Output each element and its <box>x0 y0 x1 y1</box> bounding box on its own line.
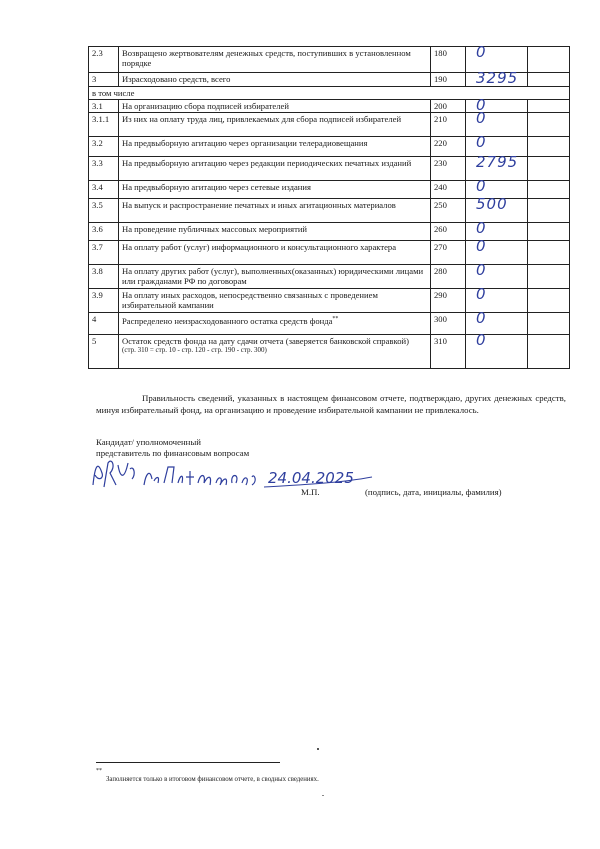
table-row <box>89 100 570 113</box>
empty-cell <box>528 157 570 181</box>
row-code: 200 <box>431 100 466 113</box>
row-value: 500 <box>476 195 508 213</box>
row-value-cell <box>466 153 528 181</box>
empty-cell <box>528 335 570 369</box>
row-number: 3.3 <box>89 157 119 181</box>
row-number: 3.1.1 <box>89 113 119 137</box>
row-value: 0 <box>476 219 487 237</box>
row-name: Возвращено жертвователям денежных средств, поступивших в установленном порядке <box>119 47 431 73</box>
table-row <box>89 241 570 265</box>
row-number: 4 <box>89 313 119 335</box>
row-code: 300 <box>431 313 466 335</box>
row-name: Из них на оплату труда лиц, привлекаемых для сбора подписей избирателей <box>119 113 431 137</box>
empty-cell <box>528 241 570 265</box>
table-row <box>89 157 570 181</box>
footnote-divider <box>96 762 280 763</box>
row-number: 3.5 <box>89 199 119 223</box>
row-number: 3 <box>89 73 119 87</box>
row-name: На проведение публичных массовых мероприятий <box>119 223 431 241</box>
row-number: 5 <box>89 335 119 369</box>
empty-cell <box>528 73 570 87</box>
row-code: 250 <box>431 199 466 223</box>
row-value-cell <box>466 195 528 223</box>
row-value-cell <box>466 237 528 265</box>
empty-cell <box>528 199 570 223</box>
table-row <box>89 223 570 241</box>
row-value: 0 <box>476 237 487 255</box>
scan-speck <box>322 795 324 796</box>
empty-cell <box>528 137 570 157</box>
row-value: 0 <box>476 331 487 349</box>
footnote-reference: ** <box>332 316 339 322</box>
row-code: 280 <box>431 265 466 289</box>
seal-placeholder: М.П. <box>301 487 320 497</box>
row-code: 190 <box>431 73 466 87</box>
footnote-text: Заполняется только в итоговом финансовом отчете, в сводных сведениях. <box>106 776 319 783</box>
empty-cell <box>528 313 570 335</box>
row-value-cell <box>466 309 528 335</box>
empty-cell <box>528 265 570 289</box>
empty-cell <box>528 113 570 137</box>
row-code: 270 <box>431 241 466 265</box>
row-number: 3.6 <box>89 223 119 241</box>
finance-report-table <box>88 43 570 369</box>
row-name: На оплату работ (услуг) информационного и консультационного характера <box>119 241 431 265</box>
table-row <box>89 313 570 335</box>
row-formula: (стр. 310 = стр. 10 - стр. 120 - стр. 190 - стр. 300) <box>122 346 267 354</box>
row-code: 220 <box>431 137 466 157</box>
row-name: На оплату иных расходов, непосредственно связанных с проведением избирательной кампании <box>119 289 431 313</box>
footnote-mark: ** <box>96 768 102 774</box>
row-name: Распределено неизрасходованного остатка средств фонда <box>122 315 333 326</box>
table-row <box>89 289 570 313</box>
table-row <box>89 265 570 289</box>
signature-date: 24.04.2025 <box>268 469 354 487</box>
empty-cell <box>528 100 570 113</box>
row-name: На предвыборную агитацию через организации телерадиовещания <box>119 137 431 157</box>
table-row <box>89 87 570 100</box>
row-value: 0 <box>476 109 487 127</box>
row-code: 210 <box>431 113 466 137</box>
row-number: 3.9 <box>89 289 119 313</box>
row-name: На оплату других работ (услуг), выполненных(оказанных) юридическими лицами или гражданами РФ по договорам <box>119 265 431 289</box>
row-number: 3.4 <box>89 181 119 199</box>
table-row <box>89 199 570 223</box>
row-code: 290 <box>431 289 466 313</box>
row-value: 3295 <box>476 69 519 87</box>
row-value-cell <box>466 109 528 137</box>
row-number: 3.1 <box>89 100 119 113</box>
row-value: 0 <box>476 309 487 327</box>
signer-line-2: представитель по финансовым вопросам <box>96 448 250 458</box>
subheading: в том числе <box>89 87 570 100</box>
row-value: 0 <box>476 285 487 303</box>
row-name-cell <box>119 335 431 369</box>
row-value-cell <box>466 285 528 313</box>
table-row <box>89 113 570 137</box>
row-name: На предвыборную агитацию через редакции периодических печатных изданий <box>119 157 431 181</box>
row-code: 310 <box>431 335 466 369</box>
table-row <box>89 73 570 87</box>
row-name: На предвыборную агитацию через сетевые издания <box>119 181 431 199</box>
row-code: 260 <box>431 223 466 241</box>
certification-statement: Правильность сведений, указанных в настоящем финансовом отчете, подтверждаю, других денежных средств, минуя избирательный фонд, на организацию и проведение избирательной кампании не привлекалось. <box>96 393 566 415</box>
empty-cell <box>528 223 570 241</box>
empty-cell <box>528 289 570 313</box>
signer-line-1: Кандидат/ уполномоченный <box>96 437 202 447</box>
row-value-cell <box>466 96 528 114</box>
row-value: 0 <box>476 261 487 279</box>
scan-speck <box>317 748 319 750</box>
row-code: 180 <box>431 47 466 73</box>
row-value: 2795 <box>476 153 519 171</box>
row-name: Израсходовано средств, всего <box>119 73 431 87</box>
row-value-cell <box>466 69 528 87</box>
row-value-cell <box>466 331 528 369</box>
signature-caption: (подпись, дата, инициалы, фамилия) <box>365 487 502 497</box>
row-value-cell <box>466 219 528 241</box>
row-value: 0 <box>476 177 487 195</box>
row-number: 2.3 <box>89 47 119 73</box>
row-code: 240 <box>431 181 466 199</box>
row-code: 230 <box>431 157 466 181</box>
row-name-cell <box>119 313 431 335</box>
row-value: 0 <box>476 96 487 114</box>
row-value-cell <box>466 261 528 289</box>
row-number: 3.7 <box>89 241 119 265</box>
row-value: 0 <box>476 133 487 151</box>
empty-cell <box>528 181 570 199</box>
table-row <box>89 335 570 369</box>
empty-cell <box>528 47 570 73</box>
row-name: На выпуск и распространение печатных и иных агитационных материалов <box>119 199 431 223</box>
row-number: 3.2 <box>89 137 119 157</box>
row-value: 0 <box>476 43 487 61</box>
row-name: Остаток средств фонда на дату сдачи отчета (заверяется банковской справкой) <box>122 336 409 346</box>
handwritten-signature <box>90 455 380 495</box>
row-number: 3.8 <box>89 265 119 289</box>
row-name: На организацию сбора подписей избирателей <box>119 100 431 113</box>
